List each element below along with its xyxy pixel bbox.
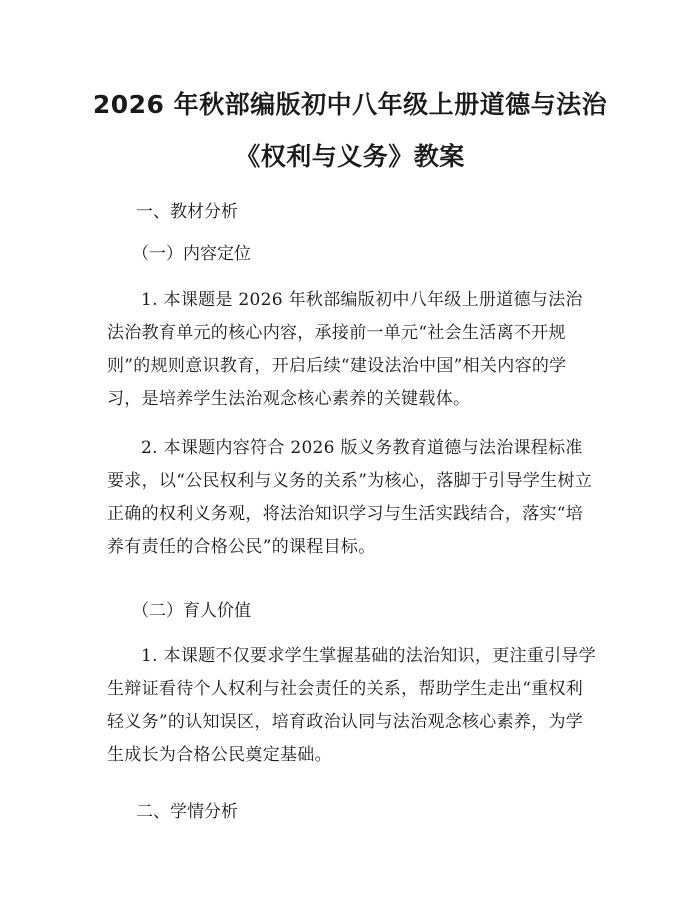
section-heading-learning-analysis: 二、学情分析 [136,802,238,822]
paragraph-content-positioning-2: 2. 本课题内容符合 2026 版义务教育道德与法治课程标准要求，以“公民权利与义务的关系”为核心，落脚于引导学生树立正确的权利义务观，将法治知识学习与生活实践结合，落实“培养有责任的合格公民”的课程目标。 [107,438,593,557]
document-title-line-2: 《权利与义务》教案 [235,142,465,171]
section-heading-textbook-analysis: 一、教材分析 [136,202,238,222]
paragraph-educational-value-1: 1. 本课题不仅要求学生掌握基础的法治知识，更注重引导学生辩证看待个人权利与社会责任的关系，帮助学生走出“重权利轻义务”的认知误区，培育政治认同与法治观念核心素养，为学生成长为合格公民奠定基础。 [107,646,597,765]
document-title-line-1: 2026 年秋部编版初中八年级上册道德与法治 [92,90,608,119]
subsection-heading-content-positioning: （一）内容定位 [132,244,251,264]
subsection-heading-educational-value: （二）育人价值 [132,601,251,621]
paragraph-content-positioning-1: 1. 本课题是 2026 年秋部编版初中八年级上册道德与法治法治教育单元的核心内容，承接前一单元“社会生活离不开规则”的规则意识教育，开启后续“建设法治中国”相关内容的学习，是培养学生法治观念核心素养的关键载体。 [107,290,583,409]
